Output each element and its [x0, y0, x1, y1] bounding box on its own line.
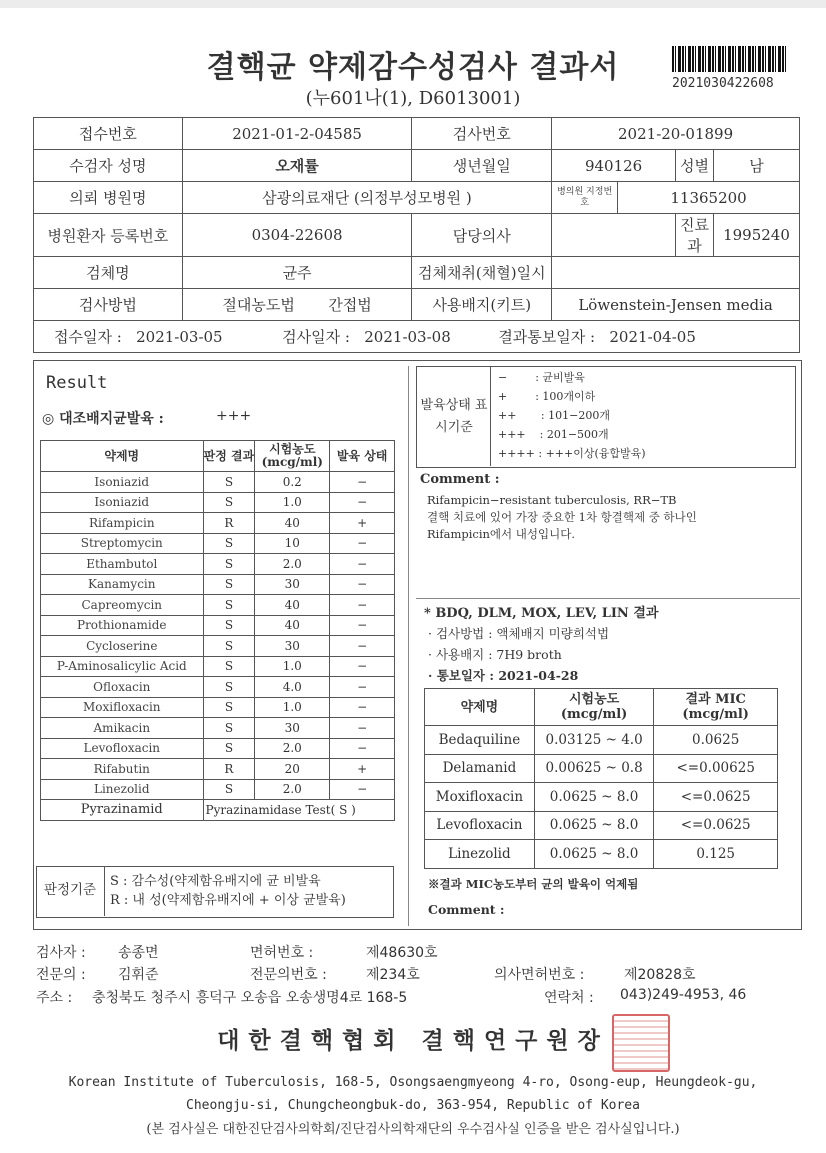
- drug-row: [41, 513, 395, 534]
- mic-row: [425, 754, 778, 783]
- drug-conc: 40: [255, 513, 330, 534]
- contact-label: 연락처 :: [544, 990, 594, 1006]
- method-indirect: 간접법: [328, 296, 372, 314]
- spec-no: 제234호: [366, 967, 420, 983]
- drug-table: [40, 440, 395, 821]
- drug-conc: 40: [255, 595, 330, 616]
- drug-name: Rifabutin: [41, 759, 204, 780]
- drug-conc: 10: [255, 533, 330, 554]
- drug-row: [41, 492, 395, 513]
- method-label: 검사방법: [34, 289, 183, 321]
- mic-conc: 0.0625 ~ 8.0: [534, 840, 654, 869]
- mic-row: [425, 840, 778, 869]
- mic-row: [425, 811, 778, 840]
- drug-conc: 2.0: [255, 738, 330, 759]
- top-bar: [0, 0, 826, 8]
- pza-result: Pyrazinamidase Test( S ): [203, 800, 394, 821]
- drug-name: Linezolid: [41, 779, 204, 800]
- drug-judge: S: [203, 697, 255, 718]
- drug-conc: 1.0: [255, 656, 330, 677]
- drug-judge: S: [203, 574, 255, 595]
- drug-name: P-Aminosalicylic Acid: [41, 656, 204, 677]
- doctor-label: 담당의사: [412, 214, 552, 257]
- control-value: +++: [216, 408, 252, 424]
- reg-no-label: 병원환자 등록번호: [34, 214, 183, 257]
- drug-conc: 30: [255, 718, 330, 739]
- drug-row: [41, 533, 395, 554]
- drug-judge: R: [203, 759, 255, 780]
- hospital: 삼광의료재단 (의정부성모병원 ): [182, 182, 551, 214]
- drug-growth: −: [330, 574, 395, 595]
- examiner: 송종면: [118, 945, 159, 961]
- growth-criteria-list: [498, 368, 646, 463]
- result-title: Result: [46, 373, 108, 393]
- receipt-date: 2021-03-05: [136, 328, 223, 346]
- method-absolute: 절대농도법: [222, 296, 295, 314]
- receipt-no: 2021-01-2-04585: [182, 118, 412, 150]
- doctor-license: 제20828호: [624, 967, 696, 983]
- drug-row: [41, 472, 395, 493]
- drug-judge: S: [203, 492, 255, 513]
- specialist-label: 전문의 :: [36, 967, 86, 983]
- drug-growth: −: [330, 472, 395, 493]
- drug-judge: S: [203, 656, 255, 677]
- method: [182, 289, 412, 321]
- comment-line: Rifampicin에서 내성입니다.: [427, 527, 575, 541]
- drug-name: Prothionamide: [41, 615, 204, 636]
- receipt-no-label: 접수번호: [34, 118, 183, 150]
- test-date-label: 검사일자 :: [282, 328, 350, 346]
- barcode: [672, 46, 788, 72]
- legend-separator: [104, 866, 105, 916]
- drug-growth: −: [330, 615, 395, 636]
- collect: [552, 257, 800, 289]
- drug-growth: +: [330, 513, 395, 534]
- comment-line: 결핵 치료에 있어 가장 중요한 1차 항결핵제 중 하나인: [427, 510, 697, 524]
- drug-row: [41, 779, 395, 800]
- drug-name: Isoniazid: [41, 472, 204, 493]
- footer-org: 대한결핵협회 결핵연구원장: [217, 1027, 609, 1054]
- drug-row: [41, 554, 395, 575]
- mic-mic: 0.125: [654, 840, 778, 869]
- footer-eng-1: Korean Institute of Tuberculosis, 168-5, Osongsaengmyeong 4-ro, Osong-eup, Heungdeok-gu,: [68, 1075, 758, 1090]
- drug-name: Rifampicin: [41, 513, 204, 534]
- drug-judge: S: [203, 595, 255, 616]
- report-date-label: 결과통보일자 :: [498, 328, 596, 346]
- sex-label: 성별: [676, 150, 714, 182]
- drug-name: Ofloxacin: [41, 677, 204, 698]
- drug-judge: R: [203, 513, 255, 534]
- examiner-label: 검사자 :: [36, 945, 86, 961]
- mic-row: [425, 726, 778, 755]
- drug-judge: S: [203, 554, 255, 575]
- mic-conc: 0.0625 ~ 8.0: [534, 811, 654, 840]
- result-divider: [408, 366, 409, 926]
- mic-table: [424, 688, 778, 869]
- patient-name-label: 수검자 성명: [34, 150, 183, 182]
- drug-row: [41, 615, 395, 636]
- pza-row: [41, 800, 395, 821]
- reg-no: 0304-22608: [182, 214, 412, 257]
- license: 제48630호: [366, 945, 438, 961]
- test-no-label: 검사번호: [412, 118, 552, 150]
- drug-name: Kanamycin: [41, 574, 204, 595]
- drug-name: Moxifloxacin: [41, 697, 204, 718]
- mic-mic: <=0.0625: [654, 811, 778, 840]
- contact: 043)249-4953, 46: [620, 987, 747, 1003]
- bdq-title: * BDQ, DLM, MOX, LEV, LIN 결과: [424, 606, 659, 621]
- test-no: 2021-20-01899: [552, 118, 800, 150]
- drug-growth: −: [330, 533, 395, 554]
- drug-conc: 1.0: [255, 492, 330, 513]
- col-judge: 판정 결과: [203, 441, 255, 472]
- drug-judge: S: [203, 636, 255, 657]
- drug-conc: 30: [255, 574, 330, 595]
- drug-row: [41, 574, 395, 595]
- drug-conc: 2.0: [255, 554, 330, 575]
- comment-label: Comment :: [420, 472, 500, 487]
- mic-drug: Levofloxacin: [425, 811, 535, 840]
- birth: 940126: [552, 150, 676, 182]
- mic-col-mic: 결과 MIC (mcg/ml): [654, 689, 778, 726]
- drug-conc: 30: [255, 636, 330, 657]
- address-label: 주소 :: [36, 990, 73, 1006]
- drug-growth: −: [330, 656, 395, 677]
- drug-row: [41, 718, 395, 739]
- drug-growth: −: [330, 636, 395, 657]
- doctor: [552, 214, 676, 257]
- drug-growth: −: [330, 595, 395, 616]
- legend-r: R : 내 성(약제함유배지에 + 이상 균발육): [110, 893, 346, 908]
- drug-row: [41, 656, 395, 677]
- growth-item: ++ : 101−200개: [498, 409, 610, 422]
- drug-conc: 20: [255, 759, 330, 780]
- bdq-info: [428, 623, 609, 686]
- drug-judge: S: [203, 533, 255, 554]
- patient-name: 오재률: [182, 150, 412, 182]
- control-label: ◎ 대조배지균발육 :: [42, 411, 164, 427]
- birth-label: 생년월일: [412, 150, 552, 182]
- specialist: 김휘준: [118, 967, 159, 983]
- drug-growth: −: [330, 677, 395, 698]
- drug-conc: 2.0: [255, 779, 330, 800]
- receipt-date-label: 접수일자 :: [54, 328, 122, 346]
- bdq-method: · 검사방법 : 액체배지 미량희석법: [428, 626, 610, 641]
- drug-row: [41, 636, 395, 657]
- growth-item: + : 100개이하: [498, 390, 596, 403]
- legend-text: [110, 872, 346, 910]
- mic-conc: 0.0625 ~ 8.0: [534, 783, 654, 812]
- bdq-medium: · 사용배지 : 7H9 broth: [428, 647, 562, 662]
- mic-drug: Delamanid: [425, 754, 535, 783]
- mic-col-conc: 시험농도 (mcg/ml): [534, 689, 654, 726]
- doctor-license-label: 의사면허번호 :: [494, 967, 585, 983]
- header-table: [33, 117, 800, 353]
- collect-label: 검체채취(채혈)일시: [412, 257, 552, 289]
- mic-drug: Bedaquiline: [425, 726, 535, 755]
- col-conc: 시험농도 (mcg/ml): [255, 441, 330, 472]
- drug-judge: S: [203, 472, 255, 493]
- hospital-label: 의뢰 병원명: [34, 182, 183, 214]
- bdq-report: · 통보일자 : 2021-04-28: [428, 668, 579, 683]
- comment-text: [427, 492, 797, 543]
- sex: 남: [713, 150, 799, 182]
- medium: Löwenstein-Jensen media: [552, 289, 800, 321]
- mic-mic: 0.0625: [654, 726, 778, 755]
- mic-col-drug: 약제명: [425, 689, 535, 726]
- drug-judge: S: [203, 718, 255, 739]
- mic-row: [425, 783, 778, 812]
- drug-name: Capreomycin: [41, 595, 204, 616]
- col-drug: 약제명: [41, 441, 204, 472]
- drug-row: [41, 595, 395, 616]
- report-date: 2021-04-05: [609, 328, 696, 346]
- drug-growth: −: [330, 718, 395, 739]
- bdq-comment-label: Comment :: [428, 902, 505, 917]
- document-subtitle: (누601나(1), D6013001): [305, 88, 521, 109]
- barcode-number: 2021030422608: [672, 76, 774, 91]
- mic-drug: Moxifloxacin: [425, 783, 535, 812]
- document-title: 결핵균 약제감수성검사 결과서: [206, 50, 620, 85]
- test-date: 2021-03-08: [364, 328, 451, 346]
- drug-growth: −: [330, 554, 395, 575]
- specimen: 균주: [182, 257, 412, 289]
- pza-drug: Pyrazinamid: [41, 800, 204, 821]
- growth-separator: [490, 366, 491, 466]
- drug-growth: −: [330, 779, 395, 800]
- drug-judge: S: [203, 738, 255, 759]
- drug-growth: −: [330, 697, 395, 718]
- legend-label: 판정기준: [43, 882, 97, 898]
- license-label: 면허번호 :: [250, 945, 314, 961]
- dept: 1995240: [713, 214, 799, 257]
- drug-name: Amikacin: [41, 718, 204, 739]
- footer-eng-2: Cheongju-si, Chungcheongbuk-do, 363-954, Republic of Korea: [186, 1098, 640, 1113]
- hospital-code-label: 병의원 지정번호: [552, 182, 618, 214]
- drug-judge: S: [203, 615, 255, 636]
- drug-name: Streptomycin: [41, 533, 204, 554]
- growth-item: ++++ : +++이상(융합발육): [498, 447, 646, 460]
- drug-judge: S: [203, 779, 255, 800]
- dept-label: 진료과: [676, 214, 714, 257]
- spec-no-label: 전문의번호 :: [250, 967, 327, 983]
- mic-mic: <=0.0625: [654, 783, 778, 812]
- drug-name: Cycloserine: [41, 636, 204, 657]
- col-growth: 발육 상태: [330, 441, 395, 472]
- hospital-code: 11365200: [618, 182, 800, 214]
- footer-note: (본 검사실은 대한진단검사의학회/진단검사의학재단의 우수검사실 인증을 받은 검사실입니다.): [146, 1122, 680, 1137]
- growth-item: − : 균비발육: [498, 371, 585, 384]
- mic-conc: 0.03125 ~ 4.0: [534, 726, 654, 755]
- growth-item: +++ : 201−500개: [498, 428, 609, 441]
- drug-name: Isoniazid: [41, 492, 204, 513]
- drug-name: Ethambutol: [41, 554, 204, 575]
- drug-conc: 4.0: [255, 677, 330, 698]
- address: 충청북도 청주시 흥덕구 오송읍 오송생명4로 168-5: [92, 990, 408, 1006]
- drug-growth: −: [330, 492, 395, 513]
- mic-note: ※결과 MIC농도부터 균의 발육이 억제됨: [428, 877, 639, 891]
- drug-row: [41, 697, 395, 718]
- mic-conc: 0.00625 ~ 0.8: [534, 754, 654, 783]
- dates-row: [34, 321, 800, 353]
- drug-growth: −: [330, 738, 395, 759]
- drug-row: [41, 738, 395, 759]
- drug-judge: S: [203, 677, 255, 698]
- drug-row: [41, 677, 395, 698]
- drug-conc: 40: [255, 615, 330, 636]
- drug-row: [41, 759, 395, 780]
- legend-s: S : 감수성(약제함유배지에 균 비발육: [110, 874, 321, 889]
- comment-line: Rifampicin−resistant tuberculosis, RR−TB: [427, 493, 677, 507]
- medium-label: 사용배지(키트): [412, 289, 552, 321]
- mic-mic: <=0.00625: [654, 754, 778, 783]
- mic-drug: Linezolid: [425, 840, 535, 869]
- specimen-label: 검체명: [34, 257, 183, 289]
- section-divider: [416, 598, 800, 599]
- drug-conc: 1.0: [255, 697, 330, 718]
- drug-conc: 0.2: [255, 472, 330, 493]
- drug-name: Levofloxacin: [41, 738, 204, 759]
- drug-growth: +: [330, 759, 395, 780]
- growth-criteria-label: 발육상태 표시기준: [420, 398, 488, 435]
